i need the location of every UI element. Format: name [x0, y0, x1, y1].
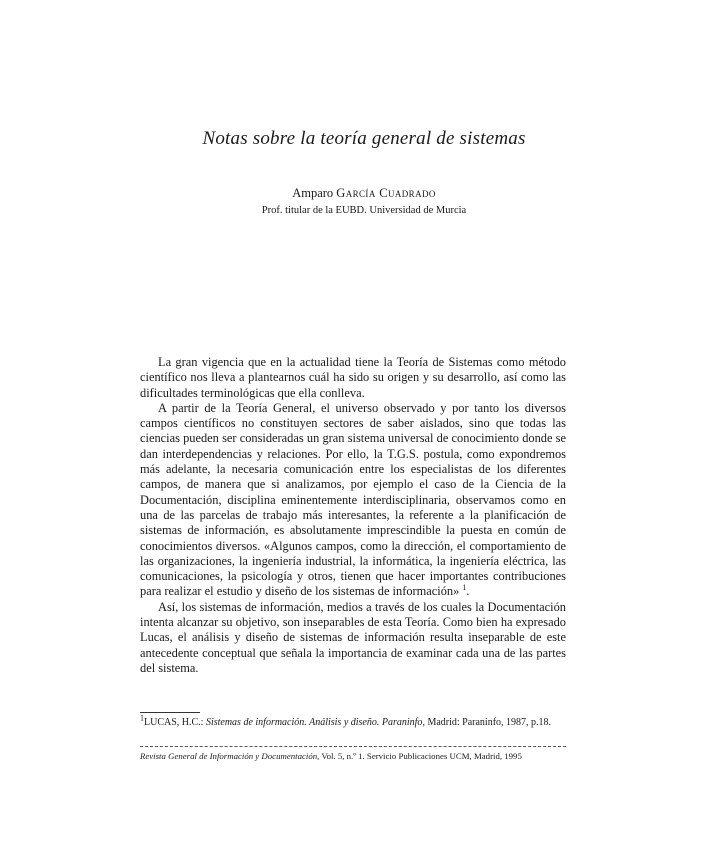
journal-footer [140, 751, 566, 762]
paragraph-2: A partir de la Teoría General, el universo observado y por tanto los diversos campos científicos no constituyen sectores de saber aislados, sino que todas las ciencias pueden ser consideradas un gran sistema universal de conocimiento donde se dan interdependencias y relaciones. Por ello, la T.G.S. postula, como expondremos más adelante, la necesaria comunicación entre los especialistas de los diferentes campos, de manera que si analizamos, por ejemplo el caso de la Ciencia de la Documentación, disciplina eminentemente interdisciplinaria, observamos como en una de las parcelas de trabajo más interesantes, la referente a la planificación de sistemas de información, es absolutamente imprescindible la puesta en común de conocimientos diversos. «Algunos campos, como la dirección, el comportamiento de las organizaciones, la ingeniería industrial, la informática, la ingeniería eléctrica, las comunicaciones, la psicología y otros, tienen que hacer importantes contribuciones para realizar el estudio y diseño de los sistemas de información» $^1$. [140, 400, 566, 599]
journal-name: Revista General de Información y Documentación, [140, 751, 320, 761]
author-last-name: García Cuadrado [336, 186, 436, 200]
footnote [140, 713, 566, 729]
footnote-reference[interactable]: 1 [462, 583, 467, 593]
author-first-name: Amparo [292, 186, 334, 200]
footnote-work-title: Sistemas de información. Análisis y diseño. [205, 717, 380, 728]
author-affiliation: Prof. titular de la EUBD. Universidad de Murcia [261, 205, 467, 216]
footnote-marker: 1 [140, 713, 144, 723]
footnote-author: LUCAS, H.C.: [144, 717, 204, 728]
footnote-details: , Madrid: Paraninfo, 1987, p.18. [422, 717, 552, 728]
paragraph-2-text: A partir de la Teoría General, el universo observado y por tanto los diversos campos científicos no constituyen sectores de saber aislados, sino que todas las ciencias pueden ser consideradas un gran sistema universal de conocimiento donde se dan interdependencias y relaciones. Por ello, la T.G.S. postula, como expondremos más adelante, la necesaria comunicación entre los especialistas de los diferentes campos, de manera que si analizamos, por ejemplo el caso de la Ciencia de la Documentación, disciplina eminentemente interdisciplinaria, observamos como en una de las parcelas de trabajo más interesantes, la referente a la planificación de sistemas de información, es absolutamente imprescindible la puesta en común de conocimientos diversos. «Algunos campos, como la dirección, el comportamiento de las organizaciones, la ingeniería industrial, la informática, la ingeniería eléctrica, las comunicaciones, la psicología y otros, tienen que hacer importantes contribuciones para realizar el estudio y diseño de los sistemas de información» [140, 400, 566, 599]
article-author [0, 186, 728, 201]
paragraph-1: La gran vigencia que en la actualidad tiene la Teoría de Sistemas como método científico nos lleva a plantearnos cuál ha sido su origen y su desarrollo, así como las dificultades terminológicas que ella conlleva. [140, 355, 566, 400]
footnote-divider [140, 712, 200, 713]
article-body [140, 355, 566, 676]
footnote-publisher: Paraninfo [381, 717, 423, 728]
footer-divider [140, 746, 566, 747]
paragraph-3: Así, los sistemas de información, medios a través de los cuales la Documentación intenta alcanzar su objetivo, son inseparables de esta Teoría. Como bien ha expresado Lucas, el análisis y diseño de sistemas de información resulta inseparable de este antecedente conceptual que señala la importancia de examinar cada una de las partes del sistema. [140, 599, 566, 675]
journal-details: Vol. 5, n.º 1. Servicio Publicaciones UCM, Madrid, 1995 [321, 751, 522, 761]
article-title: Notas sobre la teoría general de sistemas [202, 128, 526, 149]
